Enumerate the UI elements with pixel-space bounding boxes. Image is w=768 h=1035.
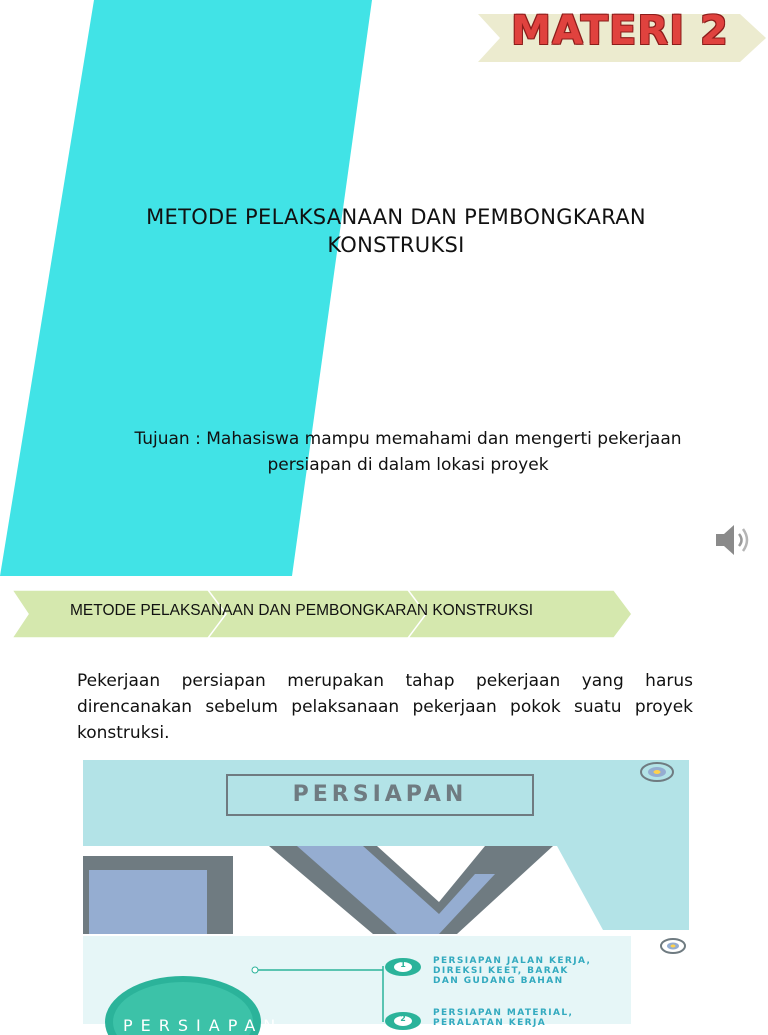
persiapan-item-2 bbox=[433, 1008, 643, 1028]
persiapan-item-1 bbox=[433, 956, 643, 986]
item-1-line2: DIREKSI KEET, BARAK bbox=[433, 966, 569, 976]
slide-title-line2: KONSTRUKSI bbox=[327, 233, 465, 257]
materi-badge: MATERI 2 bbox=[511, 8, 729, 54]
item-2-line1: PERSIAPAN MATERIAL, bbox=[433, 1008, 574, 1018]
slide-goal-line2: persiapan di dalam lokasi proyek bbox=[267, 455, 549, 475]
circle-label: PERSIAPAN bbox=[123, 1016, 284, 1035]
persiapan-heading: PERSIAPAN bbox=[226, 774, 534, 816]
speaker-icon[interactable] bbox=[713, 520, 753, 560]
slide-goal bbox=[80, 426, 736, 478]
slide-title-line1: METODE PELAKSANAAN DAN PEMBONGKARAN bbox=[146, 205, 646, 229]
slide-goal-line1: Tujuan : Mahasiswa mampu memahami dan mengerti pekerjaan bbox=[134, 429, 682, 449]
item-2-line2: PERALATAN KERJA bbox=[433, 1018, 547, 1028]
bullet-number-1: 1 bbox=[400, 960, 406, 969]
item-1-line3: DAN GUDANG BAHAN bbox=[433, 976, 564, 986]
intro-paragraph: Pekerjaan persiapan merupakan tahap pekerjaan yang harus direncanakan sebelum pelaksanaan pekerjaan pokok suatu proyek konstruksi. bbox=[77, 671, 693, 743]
slide-title bbox=[60, 203, 732, 259]
section-title: METODE PELAKSANAAN DAN PEMBONGKARAN KONSTRUKSI bbox=[70, 602, 534, 619]
bullet-number-2: 2 bbox=[400, 1014, 406, 1023]
item-1-line1: PERSIAPAN JALAN KERJA, bbox=[433, 956, 592, 966]
